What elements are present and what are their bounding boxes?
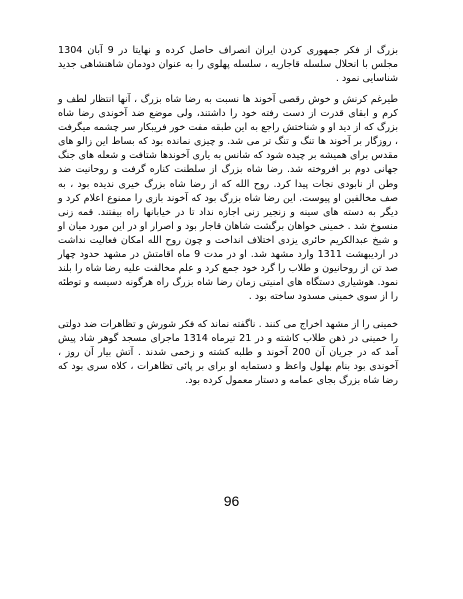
paragraph-1-text: بزرگ از فکر جمهوری کردن ایران انصراف حاصل کرده و نهایتا در 9 آبان 1304 مجلس با انحلال سلسله قاجاریه ، سلسله پهلوی را به عنوان دودمان شاهنشاهی جدید شناسایی نمود . [58, 45, 398, 85]
paragraph-3 [58, 318, 398, 388]
paragraph-2-text: طیرغم کرنش و خوش رقصی آخوند ها نسبت به رضا شاه بزرگ ، آنها انتظار لطف و کرم و ابقای قدرت از دست رفته خود را داشتند، ولی موضع ضد آخوندی رضا شاه بزرگ که از دید او و شناختش راجع به این طبقه مفت خور فریبکار سر چشمه میگرفت ، روزگار بر آخوند ها تنگ و تنگ تر می شد. و چیزی نمانده بود که بساط این زالو های مقدس برای همیشه بر چیده شود که شانس به یاری آخوندها شتافت و شعله های جنگ جهانی دوم بر افروخته شد. رضا شاه بزرگ از سلطنت کناره گرفت و روحانیت ضد وطن از نابودی نجات پیدا کرد. روح الله که از رضا شاه بزرگ خیری ندیده بود ، به صف مخالفین او پیوست. این رضا شاه بزرگ بود که آخوند بازی را ممنوع اعلام کرد و دیگر به دسته های سینه و زنجیر زنی اجازه نداد تا در خیابانها راه بیفتند. قمه زنی منسوخ شد . خمینی خواهان برگشت شاهان قاجار بود و اصرار او در این مورد میان او و شیخ عبدالکریم حائری یزدی اختلاف انداخت و چون روح الله امکان فعالیت نداشت در اردیبهشت 1311 وارد مشهد شد. او در مدت 9 ماه اقامتش در مشهد حدود چهار صد تن از روحانیون و طلاب را گرد خود جمع کرد و علم مخالفت علیه رضا شاه را بلند نمود. هوشیاری دستگاه های امنیتی زمان رضا شاه بزرگ راه هرگونه دسیسه و توطئه را از سوی خمینی مسدود ساخته بود . [58, 94, 398, 303]
page-number: 96 [223, 493, 240, 509]
paragraph-2 [58, 93, 398, 304]
paragraph-1 [58, 44, 398, 86]
paragraph-3-text: خمینی را از مشهد اخراج می کنند . ناگفته نماند که فکر شورش و تظاهرات ضد دولتی را خمینی در ذهن طلاب کاشته و در 21 تیرماه 1314 ماجرای مسجد گوهر شاد پیش آمد که در جریان آن 200 آخوند و طلبه کشته و زخمی شدند . آتش بیار آن روز ، آخوندی بود بنام بهلول واعظ و دستمایه او برای بر پائی تظاهرات ، کلاه سری بود که رضا شاه بزرگ بجای عمامه و دستار معمول کرده بود. [58, 319, 399, 387]
